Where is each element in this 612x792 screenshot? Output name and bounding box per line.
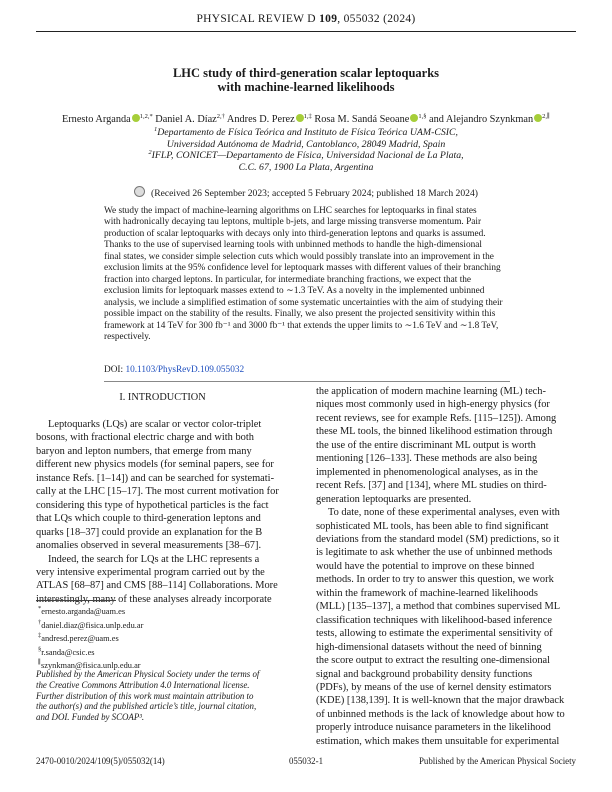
title-line: LHC study of third-generation scalar leptoquarks — [172, 66, 440, 80]
text-line: (PDFs), by means of the use of kernel density estimators — [316, 681, 552, 693]
text-line: generation leptoquarks are presented. — [316, 493, 472, 505]
author-sup: 1,‡ — [303, 113, 312, 120]
text-line: signal and background probability density functions — [316, 668, 533, 680]
text-line: different new physics models (for seminal papers, see for — [36, 459, 274, 471]
page-number: 055032-1 — [288, 756, 324, 766]
paper-title — [60, 66, 552, 94]
author-sup: 2,∥ — [542, 113, 551, 120]
author[interactable]: Rosa M. Sandá Seoane $^{1,\S}$ — [314, 113, 427, 125]
footer-publisher: Published by the American Physical Society — [418, 756, 576, 766]
abstract-line: possible impact on the stability of the results. Finally, we also present the projected sensitivity within this — [104, 309, 496, 320]
footer-issn: 2470-0010/2024/109(5)/055032(14) — [36, 756, 165, 766]
footnote: ∥szynkman@fisica.unlp.edu.ar — [38, 659, 141, 671]
text-line: methods. In order to try to answer this question, we work — [316, 574, 554, 586]
text-line: considering this type of hypothetical particles is the fact — [36, 499, 269, 511]
text-line: baryon and lepton numbers, that emerge from many — [36, 445, 252, 457]
received-dates: (Received 26 September 2023; accepted 5 February 2024; published 18 March 2024) — [60, 186, 552, 199]
author-sup: 1,2,* — [139, 113, 153, 120]
article-number: 055032 (2024) — [343, 13, 416, 25]
text-line: the use of the entire discriminant ML output is worth — [316, 439, 536, 451]
right-column — [316, 385, 569, 748]
text-line: recent reviews, see for example Refs. [115–125]). Among — [316, 412, 557, 424]
orcid-icon[interactable] — [534, 114, 542, 122]
abstract-line: respectively. — [104, 331, 151, 342]
text-line: would have the potential to improve on these binned — [316, 560, 535, 572]
text-line: niques most commonly used in high-energy physics (for — [316, 399, 550, 411]
text-line: implemented in phenomenological analyses, as in the — [316, 466, 538, 478]
orcid-icon[interactable] — [296, 114, 304, 122]
section-heading: I. INTRODUCTION — [119, 392, 206, 403]
text-line: (MLL) [135–137], a method that combines supervised ML — [316, 601, 561, 613]
abstract-rule — [104, 381, 510, 382]
footnote: *ernesto.arganda@uam.es — [38, 605, 126, 616]
footnote-rule — [36, 600, 116, 601]
text-line: very intensive experimental program carried out by the — [36, 566, 265, 578]
affiliation-1: $^1$Departamento de Física Teórica and Instituto de Física Teórica UAM-CSIC, Universidad Autónoma de Madrid, Cantoblanco, 28049 Madrid, Spain — [153, 126, 459, 150]
text-line: of unbinned methods is the lack of knowledge about how to — [316, 708, 565, 720]
text-line: (KDE) [138,139]. It is well-known that the major drawback — [316, 695, 565, 707]
text-line: Leptoquarks (LQs) are scalar or vector color-triplet — [48, 419, 262, 430]
author[interactable]: Andres D. Perez $^{1,\ddagger}$ — [226, 113, 312, 125]
author[interactable]: Daniel A. Díaz$^{2,\dagger}$ — [155, 113, 225, 125]
text-line: classification techniques with likelihood-based inference — [316, 614, 553, 626]
doi-link[interactable]: 10.1103/PhysRevD.109.055032 — [125, 365, 245, 375]
header-rule — [36, 31, 576, 32]
abstract-line: exclusion limits for leptoquark masses extend to ∼1.3 TeV. As a novelty in the implemented unbinned — [104, 286, 485, 297]
text-line: recent Refs. [37] and [134], where ML studies on third- — [316, 480, 547, 492]
text-line: is legitimate to ask whether the use of unbinned methods — [316, 547, 553, 559]
journal-volume: 109 — [319, 13, 338, 25]
journal-header: PHYSICAL REVIEW D 109, 055032 (2024) — [196, 13, 416, 25]
text-line: Indeed, the search for LQs at the LHC represents a — [48, 553, 260, 565]
text-line: the score output to extract the resulting one-dimensional — [316, 655, 551, 667]
text-line: sophisticated ML tools, has been able to find significant — [316, 520, 549, 532]
abstract-line: Thanks to the use of supervised learning tools with unbinned methods to handle the high-dimensional — [104, 240, 483, 251]
footnotes — [38, 604, 143, 672]
author-and: and — [429, 114, 444, 125]
author-sup: 2,† — [216, 113, 225, 120]
abstract-line: final states, we consider simple selection cuts which would possibly translate into an improvement in the — [104, 251, 494, 262]
abstract-line: exclusion limits at the 95% confidence level for leptoquark masses with different values of their branching — [104, 263, 501, 274]
text-line: bosons, with fractional electric charge and with both — [36, 432, 254, 444]
text-line: these ML tools, the binned likelihood estimation through — [316, 426, 553, 438]
footnote: ‡andresd.perez@uam.es — [38, 632, 119, 644]
check-for-updates-icon[interactable] — [134, 186, 145, 197]
affiliation-2: $^2$IFLP, CONICET—Departamento de Física, Universidad Nacional de La Plata, C.C. 67, 1900 La Plata, Argentina — [148, 149, 464, 173]
abstract-line: production of scalar leptoquarks with decays only into third-generation leptons and quarks is assumed. — [104, 228, 486, 239]
text-line: mentioning [126–133]. These methods are also being — [316, 453, 538, 465]
text-line: that LQs which couple to third-generation leptons and — [36, 513, 261, 525]
abstract — [104, 206, 510, 343]
footnote: †daniel.diaz@fisica.unlp.edu.ar — [38, 618, 144, 630]
text-line: properly introduce nuisance parameters in the likelihood — [316, 722, 551, 734]
text-line: ATLAS [68–87] and CMS [88–114] Collaborations. More — [36, 580, 278, 592]
author-sup: 1,§ — [418, 113, 427, 120]
abstract-line: framework at 14 TeV for 300 fb⁻¹ and 3000 fb⁻¹ that extends the upper limits to ∼1.6 TeV and ∼1.8 TeV, — [104, 320, 499, 331]
author[interactable]: Alejandro Szynkman $^{2,\parallel}$ — [445, 113, 551, 125]
license-note: Published by the American Physical Society under the terms of the Creative Commons Attribution 4.0 International license. Further distribution of this work must maintain attribution to the author(s) and the published article’s title, journal citation, and DOI. Funded by SCOAP³. — [36, 669, 260, 723]
text-line: estimation, which makes them unsuitable for experimental — [316, 735, 560, 747]
text-line: interestingly, many of these analyses already incorporate — [36, 593, 272, 605]
text-line: high-dimensional datasets without the need of binning — [316, 641, 542, 653]
text-line: within the framework of machine-learned likelihoods — [316, 587, 538, 599]
left-column — [36, 418, 289, 606]
text-line: quarks [18–37] could provide an explanation for the B — [36, 526, 263, 538]
journal-name: PHYSICAL REVIEW D — [196, 13, 316, 25]
doi: DOI: 10.1103/PhysRevD.109.055032 — [104, 365, 245, 375]
abstract-line: analysis, we include a simplified estimation of some systematic uncertainties with the aim of studying their — [104, 297, 503, 308]
text-line: tests, allowing to estimate the experimental sensitivity of — [316, 628, 553, 640]
text-line: instance Refs. [1–14]) and can be searched for systemati- — [36, 472, 275, 484]
author[interactable]: Ernesto Arganda $^{1,2,*}$ — [61, 113, 153, 125]
text-line: deviations from the standard model (SM) predictions, so it — [316, 533, 560, 545]
abstract-line: fraction into charged leptons. In particular, for intermediate branching fractions, we expect that the — [104, 274, 472, 285]
text-line: cally at the LHC [15–17]. The most current motivation for — [36, 486, 279, 498]
footnote: §r.sanda@csic.es — [38, 645, 95, 657]
text-line: To date, none of these experimental analyses, even with — [328, 507, 560, 519]
abstract-line: with hadronically decaying tau leptons, multiple b-jets, and large missing transverse momentum. Pair — [104, 217, 482, 228]
text-line: anomalies observed in several measurements [38–67]. — [36, 540, 262, 552]
text-line: the application of modern machine learning (ML) tech- — [316, 386, 546, 397]
orcid-icon[interactable] — [132, 114, 140, 122]
title-line: with machine-learned likelihoods — [217, 80, 395, 94]
abstract-line: We study the impact of machine-learning algorithms on LHC searches for leptoquarks in final states — [104, 206, 477, 216]
